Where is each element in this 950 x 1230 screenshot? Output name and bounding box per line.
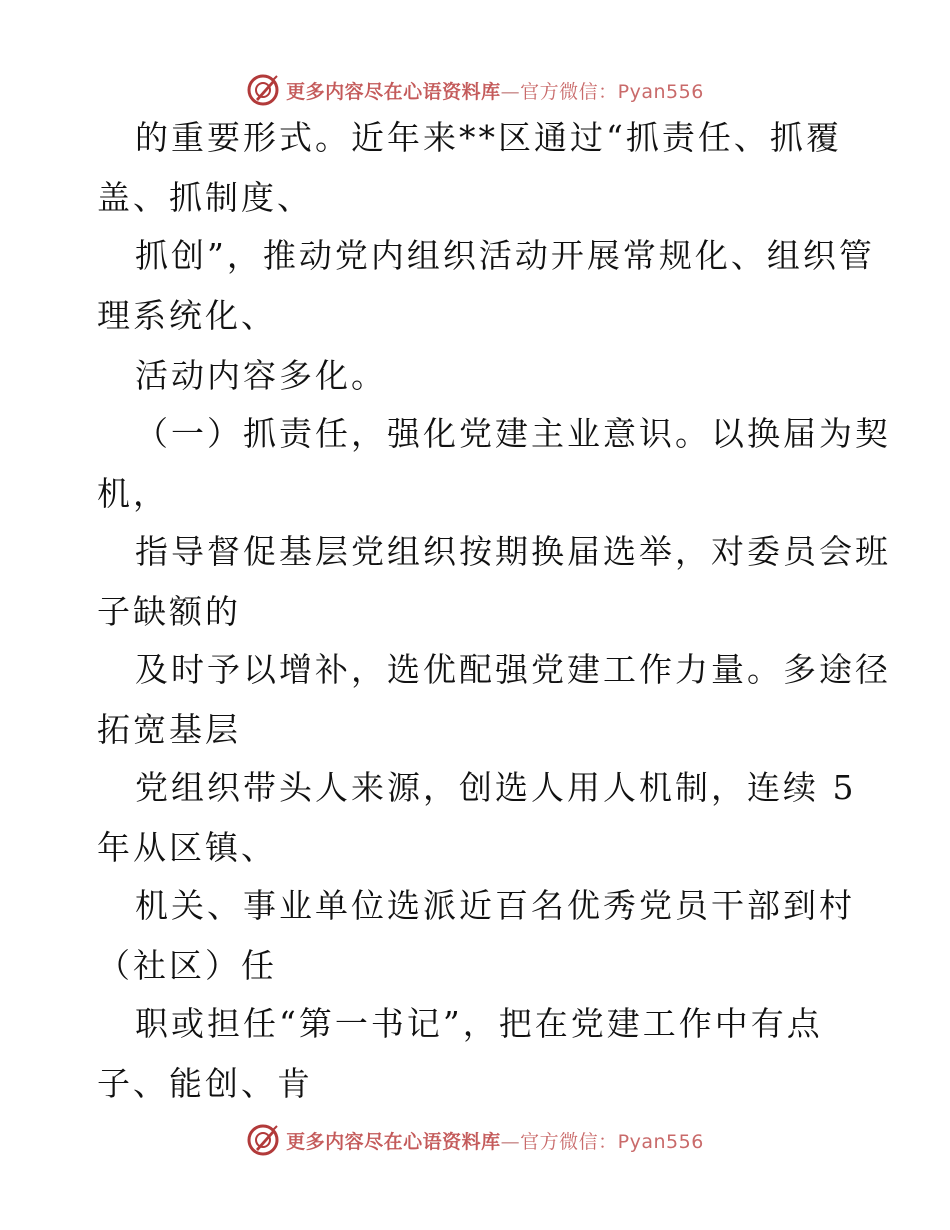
body-line: 机关、事业单位选派近百名优秀党员干部到村 [135,886,855,925]
quill-logo-icon [246,73,280,107]
body-line: 抓创”，推动党内组织活动开展常规化、组织管 [135,236,875,275]
body-line: 职或担任“第一书记”，把在党建工作中有点 [135,1004,823,1043]
watermark-text [286,1127,704,1154]
body-line: 的重要形式。近年来**区通过“抓责任、抓覆 [135,118,842,157]
watermark-brand: 更多内容尽在心语资料库 [286,80,501,103]
body-line: 子缺额的 [97,592,241,631]
watermark-text [286,77,704,104]
body-line: 机， [97,474,169,513]
body-line: 子、能创、肯 [97,1064,313,1103]
body-line: 拓宽基层 [97,710,241,749]
watermark-contact: 官方微信：Pyan556 [520,1130,704,1153]
body-line: （社区）任 [97,946,277,985]
body-line: 党组织带头人来源，创选人用人机制，连续 5 [135,768,857,807]
body-line: 活动内容多化。 [135,356,387,395]
watermark-contact: 官方微信：Pyan556 [520,80,704,103]
watermark-separator: — [500,1130,521,1153]
body-line: 理系统化、 [97,296,277,335]
header-watermark [0,70,950,110]
body-line: （一）抓责任，强化党建主业意识。以换届为契 [135,414,891,453]
body-line: 及时予以增补，选优配强党建工作力量。多途径 [135,650,891,689]
body-line: 年从区镇、 [97,828,277,867]
body-line: 指导督促基层党组织按期换届选举，对委员会班 [135,532,891,571]
body-line: 盖、抓制度、 [97,178,313,217]
watermark-brand: 更多内容尽在心语资料库 [286,1130,501,1153]
quill-logo-icon [246,1123,280,1157]
watermark-separator: — [500,80,521,103]
footer-watermark [0,1120,950,1160]
